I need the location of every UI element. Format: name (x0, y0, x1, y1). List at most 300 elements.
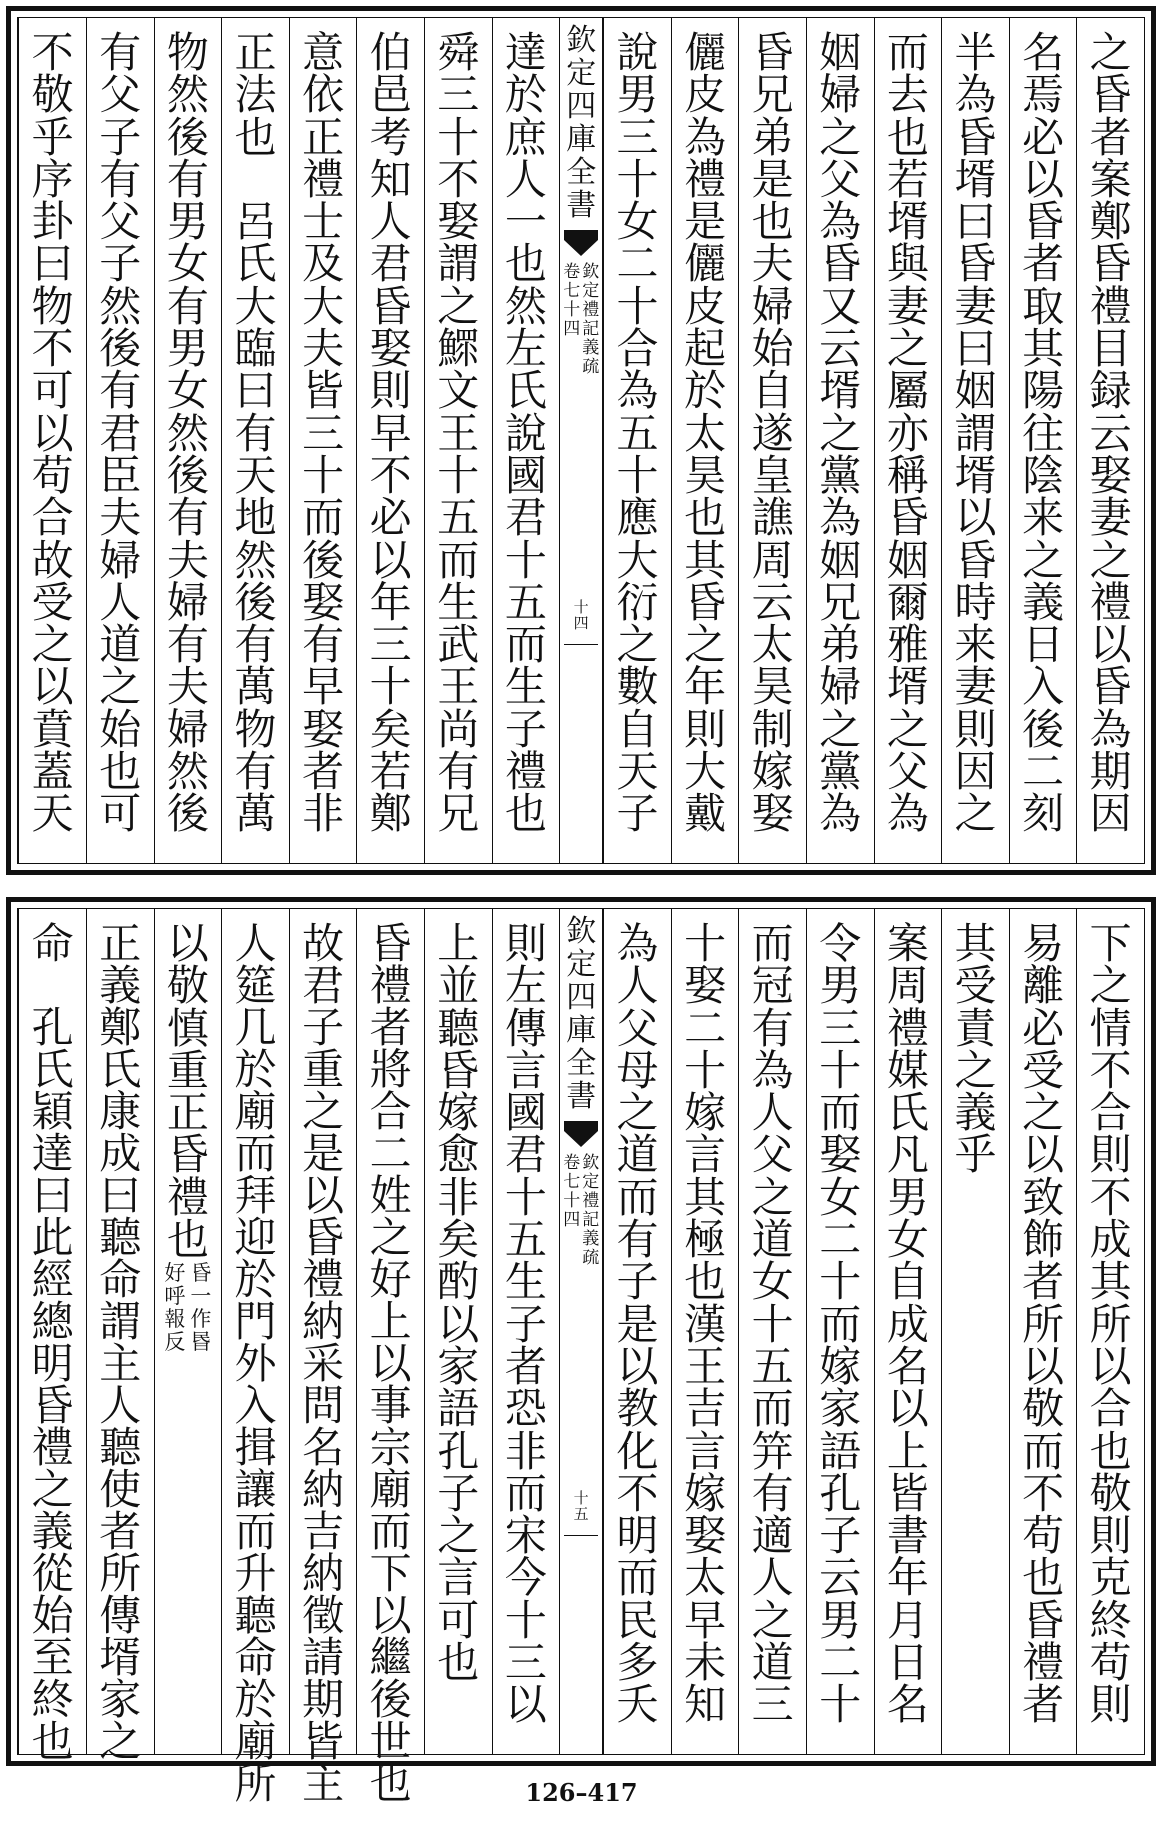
character: 以 (31, 662, 74, 712)
character: 妻 (886, 281, 929, 331)
character: 之 (886, 704, 929, 754)
character: 書 (886, 1511, 929, 1561)
character: 昊 (751, 662, 794, 712)
character: 以 (302, 1171, 345, 1220)
character: 之 (1089, 961, 1132, 1011)
character: 舜 (437, 28, 480, 77)
text-column (671, 909, 739, 1754)
character: 壻 (819, 366, 862, 416)
character: 鄭 (99, 1003, 142, 1052)
character: 戴 (684, 789, 727, 839)
character: 君 (504, 1130, 547, 1180)
character: 非 (437, 1172, 480, 1222)
character: 不 (616, 1468, 659, 1518)
character: 邑 (369, 70, 412, 120)
character: 云 (819, 1553, 862, 1603)
character: 有 (751, 1468, 794, 1518)
fish-tail-mark-icon (564, 230, 598, 256)
character: 妻 (954, 662, 997, 712)
character: 嫁 (684, 1468, 727, 1518)
character: 也 (1022, 1553, 1065, 1603)
character: 文 (437, 366, 480, 416)
character: 期 (302, 1675, 345, 1724)
character: 氏 (886, 1088, 929, 1138)
character (230, 159, 280, 201)
character: 昏 (954, 112, 997, 162)
character: 娶 (684, 961, 727, 1011)
character: 爾 (886, 577, 929, 627)
character: 於 (234, 1255, 277, 1304)
character: 於 (504, 70, 547, 120)
character: 人 (99, 577, 142, 627)
character: 十 (504, 1172, 547, 1222)
character: 萬 (234, 662, 277, 712)
character: 有 (166, 493, 209, 543)
character: 也 (886, 112, 929, 162)
character: 以 (616, 1341, 659, 1391)
character: 之 (954, 789, 997, 839)
character: 蓋 (31, 747, 74, 797)
character: 昏 (1022, 1595, 1065, 1645)
character: 冠 (751, 961, 794, 1011)
character: 考 (369, 112, 412, 162)
character: 之 (954, 1045, 997, 1095)
character: 人 (504, 154, 547, 204)
character: 女 (616, 197, 659, 247)
character: 為 (616, 366, 659, 416)
character: 臣 (99, 450, 142, 500)
text-column (806, 18, 874, 863)
character: 壻 (886, 197, 929, 247)
character: 後 (166, 112, 209, 162)
character: 禮 (504, 747, 547, 797)
character: 下 (1089, 919, 1132, 968)
character: 采 (302, 1339, 345, 1388)
character: 慎 (166, 1003, 209, 1053)
character: 其 (1089, 1257, 1132, 1307)
character: 為 (684, 112, 727, 162)
character: 人 (751, 1553, 794, 1603)
character: 曰 (31, 1171, 74, 1220)
character: 化 (616, 1426, 659, 1476)
character: 納 (302, 1297, 345, 1346)
character: 成 (99, 1129, 142, 1178)
character: 數 (616, 662, 659, 712)
character: 不 (437, 154, 480, 204)
character: 之 (684, 620, 727, 670)
character: 子 (302, 1003, 345, 1052)
character: 父 (886, 747, 929, 797)
character: 呂 (234, 197, 277, 247)
character: 有 (99, 154, 142, 204)
character: 有 (234, 620, 277, 670)
character: 必 (1022, 112, 1065, 162)
character: 也 (234, 112, 277, 162)
character: 孔 (819, 1468, 862, 1518)
character: 以 (1022, 154, 1065, 204)
character: 也 (99, 747, 142, 797)
character: 亦 (886, 408, 929, 458)
character: 女 (751, 1257, 794, 1307)
character: 始 (99, 704, 142, 754)
character: 所 (234, 1759, 277, 1808)
character: 家 (819, 1384, 862, 1434)
character: 昏 (886, 493, 929, 543)
character: 禮 (369, 961, 412, 1010)
center-rule (564, 1535, 598, 1536)
character: 有 (616, 1215, 659, 1265)
character: 有 (166, 281, 209, 331)
character: 聽 (437, 1003, 480, 1053)
character: 之 (437, 1511, 480, 1561)
character: 受 (31, 577, 74, 627)
character: 娶 (437, 197, 480, 247)
character: 焉 (1022, 70, 1065, 120)
character: 語 (437, 1384, 480, 1434)
character: 有 (437, 747, 480, 797)
character: 之 (751, 1595, 794, 1645)
character: 嫁 (437, 1088, 480, 1138)
character: 讓 (234, 1465, 277, 1514)
text-column (492, 909, 560, 1754)
character: 正 (234, 28, 277, 77)
character: 乎 (954, 1130, 997, 1180)
character: 合 (616, 324, 659, 374)
character: 来 (954, 620, 997, 670)
character: 重 (166, 1045, 209, 1095)
character: 凡 (886, 1130, 929, 1180)
character: 皆 (302, 1717, 345, 1766)
character: 言 (684, 1130, 727, 1180)
character: 然 (166, 408, 209, 458)
character: 譙 (751, 493, 794, 543)
character: 也 (504, 239, 547, 289)
character: 曰 (954, 324, 997, 374)
character: 父 (616, 1003, 659, 1053)
character: 早 (684, 1595, 727, 1645)
character: 也 (31, 1717, 74, 1766)
character: 敬 (1022, 1384, 1065, 1434)
character: 為 (886, 789, 929, 839)
character: 然 (234, 535, 277, 585)
character: 則 (1089, 1130, 1132, 1180)
character: 今 (504, 1553, 547, 1603)
character: 昏 (369, 281, 412, 331)
character: 入 (234, 1381, 277, 1430)
character: 君 (99, 408, 142, 458)
character: 禮 (1089, 281, 1132, 331)
character: 若 (369, 747, 412, 797)
character: 說 (504, 408, 547, 458)
character: 乎 (31, 112, 74, 162)
character: 者 (1022, 239, 1065, 289)
character: 娶 (1089, 450, 1132, 500)
character: 名 (886, 1341, 929, 1391)
character: 周 (886, 961, 929, 1011)
character: 禮 (31, 1423, 74, 1472)
character: 門 (234, 1297, 277, 1346)
character: 期 (1089, 747, 1132, 797)
character: 壻 (954, 450, 997, 500)
character: 法 (234, 70, 277, 120)
character: 年 (369, 577, 412, 627)
text-column (18, 909, 86, 1766)
character: 父 (99, 197, 142, 247)
text-column (671, 18, 739, 863)
character: 黨 (819, 450, 862, 500)
character: 之 (1089, 28, 1132, 77)
character: 語 (819, 1426, 862, 1476)
character: 家 (437, 1341, 480, 1391)
character: 女 (819, 1172, 862, 1222)
character: 左 (504, 961, 547, 1011)
character: 有 (234, 408, 277, 458)
character: 達 (504, 28, 547, 77)
character: 十 (819, 1257, 862, 1307)
character: 案 (886, 919, 929, 968)
character: 自 (616, 704, 659, 754)
character: 婦 (99, 535, 142, 585)
character: 國 (504, 1088, 547, 1138)
center-volume: 卷 七 十 四 (563, 1153, 581, 1230)
character: 使 (99, 1465, 142, 1514)
character: 地 (234, 493, 277, 543)
character: 十 (684, 1045, 727, 1095)
text-column (874, 18, 942, 863)
character: 義 (954, 1088, 997, 1138)
character: 者 (369, 1003, 412, 1052)
character: 不 (1089, 1045, 1132, 1095)
character: 生 (504, 662, 547, 712)
character: 主 (302, 1759, 345, 1808)
character: 三 (616, 112, 659, 162)
character: 傳 (504, 1003, 547, 1053)
character: 有 (99, 28, 142, 77)
character: 年 (886, 1553, 929, 1603)
character: 三 (369, 620, 412, 670)
character: 日 (1022, 620, 1065, 670)
text-column (424, 909, 492, 1754)
character: 之 (31, 1465, 74, 1514)
text-column (1076, 909, 1144, 1754)
character: 正 (302, 112, 345, 162)
text-column (424, 18, 492, 863)
character: 合 (31, 493, 74, 543)
character: 曰 (31, 239, 74, 289)
character: 五 (616, 408, 659, 458)
character: 氏 (504, 366, 547, 416)
character: 昏 (1089, 239, 1132, 289)
character: 必 (1022, 1003, 1065, 1053)
character: 孔 (437, 1426, 480, 1476)
center-volume: 卷 七 十 四 (563, 262, 581, 339)
character: 是 (302, 1129, 345, 1178)
character: 兄 (751, 70, 794, 120)
character: 二 (616, 239, 659, 289)
character: 之 (616, 1088, 659, 1138)
text-column (1076, 18, 1144, 863)
character: 命 (99, 1255, 142, 1304)
character: 其 (954, 919, 997, 968)
character: 知 (369, 154, 412, 204)
center-title: 欽 定 四 庫 全 書 (566, 23, 597, 223)
character: 禮 (1022, 1638, 1065, 1688)
character: 以 (369, 535, 412, 585)
character: 因 (954, 747, 997, 797)
text-column (86, 18, 154, 863)
character: 之 (99, 1717, 142, 1766)
character: 娶 (369, 324, 412, 374)
character: 是 (616, 1299, 659, 1349)
character: 後 (369, 1675, 412, 1724)
character: 二 (684, 1003, 727, 1053)
character: 而 (616, 1553, 659, 1603)
character: 以 (369, 1339, 412, 1388)
character: 苟 (1022, 1511, 1065, 1561)
character: 起 (684, 324, 727, 374)
character: 故 (302, 919, 345, 968)
character: 然 (166, 747, 209, 797)
character: 從 (31, 1549, 74, 1598)
text-column (356, 909, 424, 1808)
character: 以 (437, 1299, 480, 1349)
character: 昏 (437, 1045, 480, 1095)
character: 總 (31, 1297, 74, 1346)
character: 國 (504, 450, 547, 500)
character: 拜 (234, 1171, 277, 1220)
character: 卦 (31, 197, 74, 247)
text-column (154, 18, 222, 863)
character: 自 (886, 1257, 929, 1307)
character: 婦 (166, 577, 209, 627)
text-column (1009, 18, 1077, 863)
character: 婦 (166, 704, 209, 754)
character: 迎 (234, 1213, 277, 1262)
character: 有 (166, 620, 209, 670)
character: 女 (166, 366, 209, 416)
character: 後 (166, 450, 209, 500)
character: 父 (751, 1130, 794, 1180)
character: 以 (166, 919, 209, 968)
character: 義 (1022, 577, 1065, 627)
character: 說 (616, 28, 659, 77)
character: 大 (302, 281, 345, 331)
character: 好 (369, 1255, 412, 1304)
character: 為 (954, 70, 997, 120)
character: 黨 (819, 747, 862, 797)
character: 康 (99, 1087, 142, 1136)
character: 於 (234, 1045, 277, 1094)
character: 之 (1089, 535, 1132, 585)
interlinear-annotation: 昏 一 作 昬 好 呼 報 反 (164, 1261, 212, 1355)
character: 氏 (31, 1045, 74, 1094)
text-column (221, 909, 289, 1808)
character: 来 (1022, 493, 1065, 543)
character: 大 (684, 747, 727, 797)
character: 稱 (886, 450, 929, 500)
character: 至 (31, 1633, 74, 1682)
character: 皆 (886, 1468, 929, 1518)
character: 謂 (437, 239, 480, 289)
character: 後 (302, 535, 345, 585)
character: 二 (819, 1215, 862, 1265)
character: 為 (819, 789, 862, 839)
character: 教 (616, 1384, 659, 1434)
character: 衍 (616, 577, 659, 627)
character: 事 (369, 1381, 412, 1430)
character: 未 (684, 1638, 727, 1688)
character: 男 (166, 197, 209, 247)
character: 几 (234, 1003, 277, 1052)
character: 可 (437, 1595, 480, 1645)
character: 儷 (684, 28, 727, 77)
center-title: 欽 定 四 庫 全 書 (566, 914, 597, 1114)
character: 王 (684, 1341, 727, 1391)
character: 昏 (302, 1213, 345, 1262)
character: 去 (886, 70, 929, 120)
character: 與 (886, 239, 929, 289)
character: 案 (1089, 154, 1132, 204)
text-column (289, 909, 357, 1808)
character: 因 (1089, 789, 1132, 839)
character: 大 (234, 281, 277, 331)
character: 以 (369, 1591, 412, 1640)
character: 名 (1022, 28, 1065, 77)
character: 敬 (1089, 1468, 1132, 1518)
character: 又 (819, 281, 862, 331)
character: 君 (504, 493, 547, 543)
character: 人 (369, 197, 412, 247)
character: 禮 (302, 154, 345, 204)
character: 正 (166, 1088, 209, 1138)
character: 有 (751, 1003, 794, 1053)
character: 廟 (234, 1717, 277, 1766)
character: 苟 (1089, 1638, 1132, 1688)
character: 鄭 (1089, 197, 1132, 247)
character: 壻 (99, 1633, 142, 1682)
character: 三 (504, 1638, 547, 1688)
character: 物 (234, 704, 277, 754)
character: 以 (1022, 1130, 1065, 1180)
character: 終 (31, 1675, 74, 1724)
character: 而 (751, 1384, 794, 1434)
character: 十 (504, 1595, 547, 1645)
character: 天 (31, 789, 74, 839)
character: 然 (99, 281, 142, 331)
character: 臨 (234, 324, 277, 374)
character: 之 (1022, 1088, 1065, 1138)
character: 後 (1022, 704, 1065, 754)
character: 而 (819, 1299, 862, 1349)
character: 若 (886, 154, 929, 204)
character: 子 (504, 704, 547, 754)
character: 太 (684, 408, 727, 458)
character: 時 (954, 577, 997, 627)
character: 十 (819, 1045, 862, 1095)
character: 矣 (437, 1215, 480, 1265)
character: 十 (437, 112, 480, 162)
character: 二 (369, 1129, 412, 1178)
character: 三 (302, 408, 345, 458)
text-column (154, 909, 222, 1754)
text-column (1009, 909, 1077, 1754)
character: 聽 (234, 1591, 277, 1640)
character: 父 (99, 70, 142, 120)
character: 生 (437, 577, 480, 627)
character: 孔 (31, 1003, 74, 1052)
character: 終 (1089, 1595, 1132, 1645)
character: 十 (369, 662, 412, 712)
